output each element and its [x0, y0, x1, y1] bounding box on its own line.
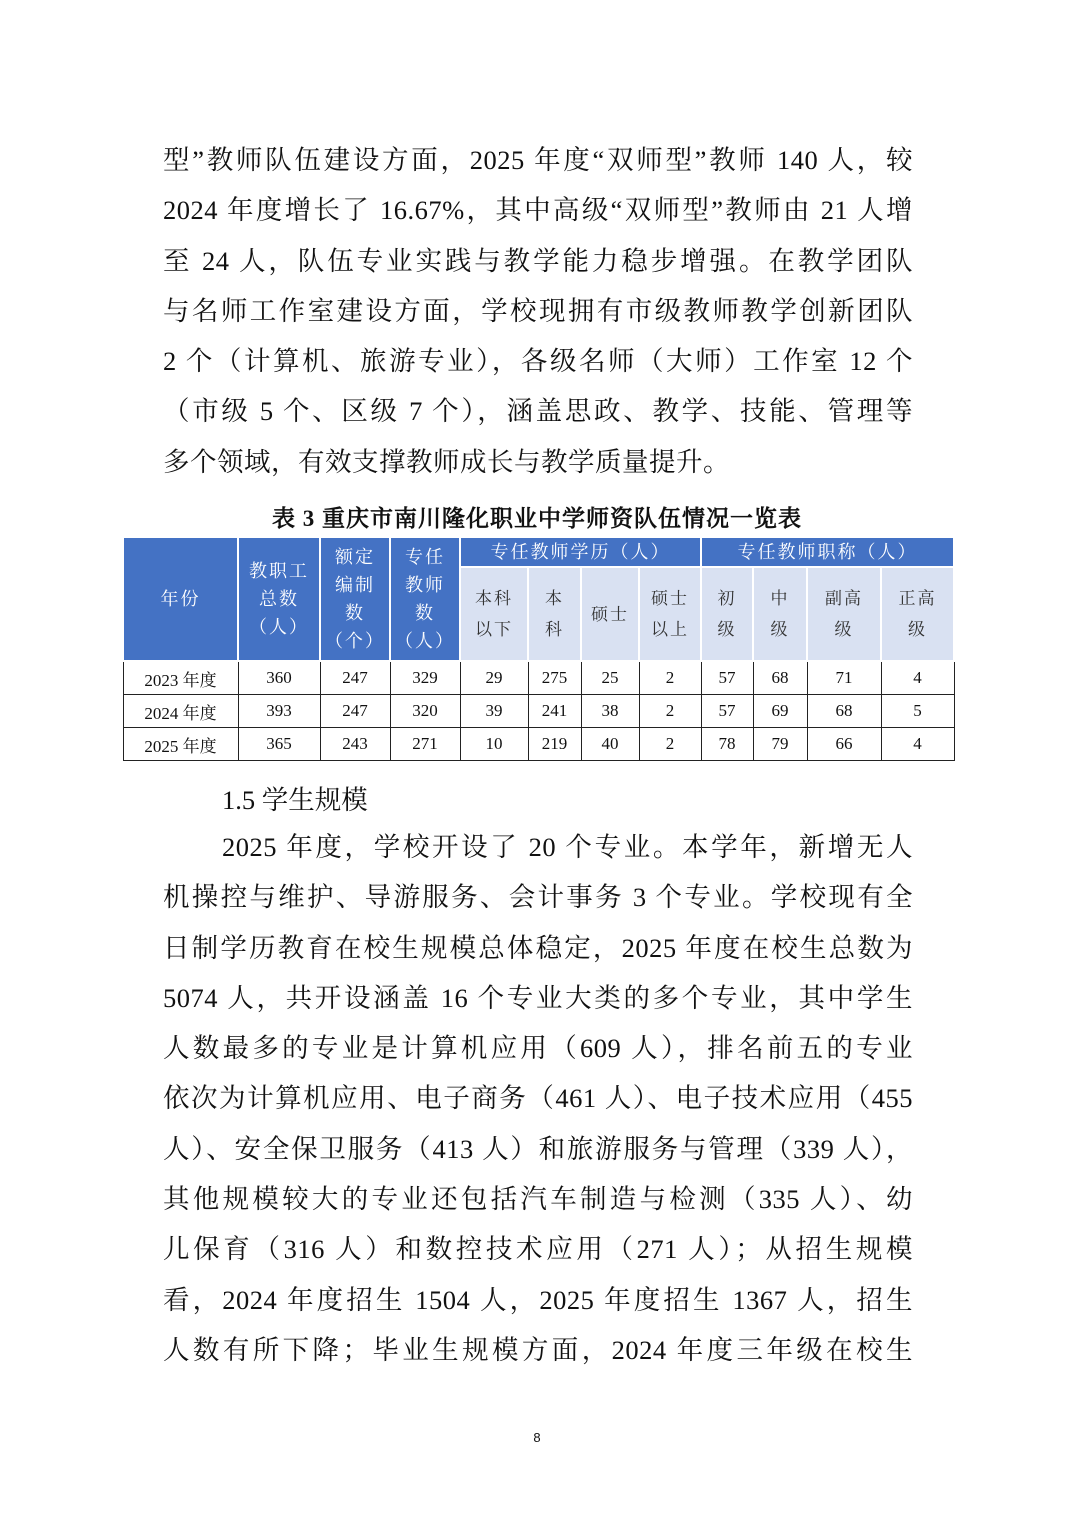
table-cell: 10 [460, 728, 528, 761]
table-row [123, 661, 954, 695]
table-cell: 329 [390, 661, 460, 695]
text-line: 与名师工作室建设方面，学校现拥有市级教师教学创新团队 [163, 295, 913, 326]
table-cell: 79 [753, 728, 807, 761]
table-cell: 5 [881, 695, 954, 728]
text-line: 人）、安全保卫服务（413 人）和旅游服务与管理（339 人）， [163, 1133, 913, 1164]
header-line: 编制 [335, 575, 375, 595]
header-line: 级 [717, 620, 737, 639]
text-line: 2 个（计算机、旅游专业），各级名师（大师）工作室 12 个 [163, 346, 913, 377]
table-cell: 2 [639, 695, 701, 728]
table-cell: 57 [701, 661, 753, 695]
header-title-group: 专任教师职称（人） [701, 537, 954, 567]
table-cell: 68 [807, 695, 881, 728]
text-line: 其他规模较大的专业还包括汽车制造与检测（335 人）、幼 [163, 1184, 913, 1215]
header-line: 级 [834, 620, 854, 639]
table-cell: 360 [238, 661, 320, 695]
header-line: （人） [249, 617, 309, 637]
header-line: 硕士 [591, 604, 629, 624]
header-line: 正高 [898, 589, 937, 608]
table-cell: 71 [807, 661, 881, 695]
text-line: 依次为计算机应用、电子商务（461 人）、电子技术应用（455 [163, 1083, 913, 1114]
table-cell: 219 [528, 728, 581, 761]
table-caption: 表 3 重庆市南川隆化职业中学师资队伍情况一览表 [272, 506, 802, 531]
table-cell: 4 [881, 661, 954, 695]
header-total-staff [238, 537, 320, 661]
text-line: 儿保育（316 人）和数控技术应用（271 人）；从招生规模 [163, 1234, 913, 1265]
section-heading: 1.5 学生规模 [222, 785, 368, 815]
text-line: 人数最多的专业是计算机应用（609 人），排名前五的专业 [163, 1033, 913, 1064]
header-line: 中 [770, 589, 790, 608]
header-bachelor [528, 567, 581, 661]
text-line: 看，2024 年度招生 1504 人，2025 年度招生 1367 人，招生 [163, 1284, 913, 1315]
table-cell: 2 [639, 661, 701, 695]
paragraph-student-scale [163, 822, 913, 1375]
text-line: 至 24 人，队伍专业实践与教学能力稳步增强。在教学团队 [163, 245, 913, 276]
header-line: 级 [770, 620, 790, 639]
header-line: （人） [395, 631, 455, 651]
header-line: 硕士 [651, 589, 689, 608]
header-line: 以下 [475, 620, 513, 639]
table-cell: 365 [238, 728, 320, 761]
table-cell: 271 [390, 728, 460, 761]
table-cell: 69 [753, 695, 807, 728]
text-line: 日制学历教育在校生规模总体稳定，2025 年度在校生总数为 [163, 932, 913, 963]
table-cell: 247 [320, 661, 390, 695]
text-line: 2025 年度，学校开设了 20 个专业。本学年，新增无人 [222, 832, 913, 862]
header-fulltime [390, 537, 460, 661]
table-cell: 241 [528, 695, 581, 728]
row-year-cell: 2025 年度 [123, 728, 238, 761]
header-line: 副高 [825, 589, 863, 608]
header-education-group: 专任教师学历（人） [460, 537, 701, 567]
header-intermediate-title [753, 567, 807, 661]
table-cell: 243 [320, 728, 390, 761]
header-line: 级 [908, 620, 927, 639]
text-line: 人数有所下降；毕业生规模方面，2024 年度三年级在校生 [163, 1334, 913, 1365]
header-senior-title [881, 567, 954, 661]
header-line: 总数 [259, 589, 299, 609]
header-line: 额定 [335, 547, 375, 567]
header-master [581, 567, 639, 661]
table-cell: 247 [320, 695, 390, 728]
header-line: 本科 [475, 589, 513, 608]
header-line: 科 [545, 620, 564, 639]
header-below-bachelor [460, 567, 528, 661]
header-line: 教职工 [249, 561, 309, 581]
row-year-cell: 2024 年度 [123, 695, 238, 728]
table-cell: 29 [460, 661, 528, 695]
table-cell: 38 [581, 695, 639, 728]
text-line: 2024 年度增长了 16.67%，其中高级“双师型”教师由 21 人增 [163, 195, 913, 226]
table-cell: 40 [581, 728, 639, 761]
text-line: （市级 5 个、区级 7 个），涵盖思政、教学、技能、管理等 [163, 396, 913, 427]
header-quota [320, 537, 390, 661]
text-line: 多个领域，有效支撑教师成长与教学质量提升。 [163, 446, 730, 477]
table-cell: 57 [701, 695, 753, 728]
table-cell: 68 [753, 661, 807, 695]
table-cell: 78 [701, 728, 753, 761]
staff-table [122, 536, 955, 761]
table-cell: 39 [460, 695, 528, 728]
header-line: 教师 [405, 575, 445, 595]
header-junior-title [701, 567, 753, 661]
text-line: 型”教师队伍建设方面，2025 年度“双师型”教师 140 人，较 [163, 145, 913, 175]
table-row [123, 695, 954, 728]
header-line: 初 [717, 589, 737, 608]
table-row [123, 728, 954, 761]
table-cell: 2 [639, 728, 701, 761]
row-year-cell: 2023 年度 [123, 661, 238, 695]
header-line: 以上 [651, 620, 689, 639]
header-line: 本 [545, 589, 564, 608]
text-line: 机操控与维护、导游服务、会计事务 3 个专业。学校现有全 [163, 882, 913, 913]
table-cell: 393 [238, 695, 320, 728]
table-cell: 25 [581, 661, 639, 695]
header-year: 年份 [123, 537, 238, 661]
paragraph-teacher-team [163, 135, 913, 487]
table-cell: 66 [807, 728, 881, 761]
table-cell: 320 [390, 695, 460, 728]
header-line: 数 [415, 603, 435, 623]
text-line: 5074 人，共开设涵盖 16 个专业大类的多个专业，其中学生 [163, 982, 913, 1013]
table-cell: 275 [528, 661, 581, 695]
header-line: 专任 [405, 547, 445, 567]
header-line: （个） [325, 631, 385, 651]
header-above-master [639, 567, 701, 661]
header-line: 数 [345, 603, 365, 623]
page-number: 8 [533, 1430, 541, 1445]
table-cell: 4 [881, 728, 954, 761]
header-associate-senior-title [807, 567, 881, 661]
